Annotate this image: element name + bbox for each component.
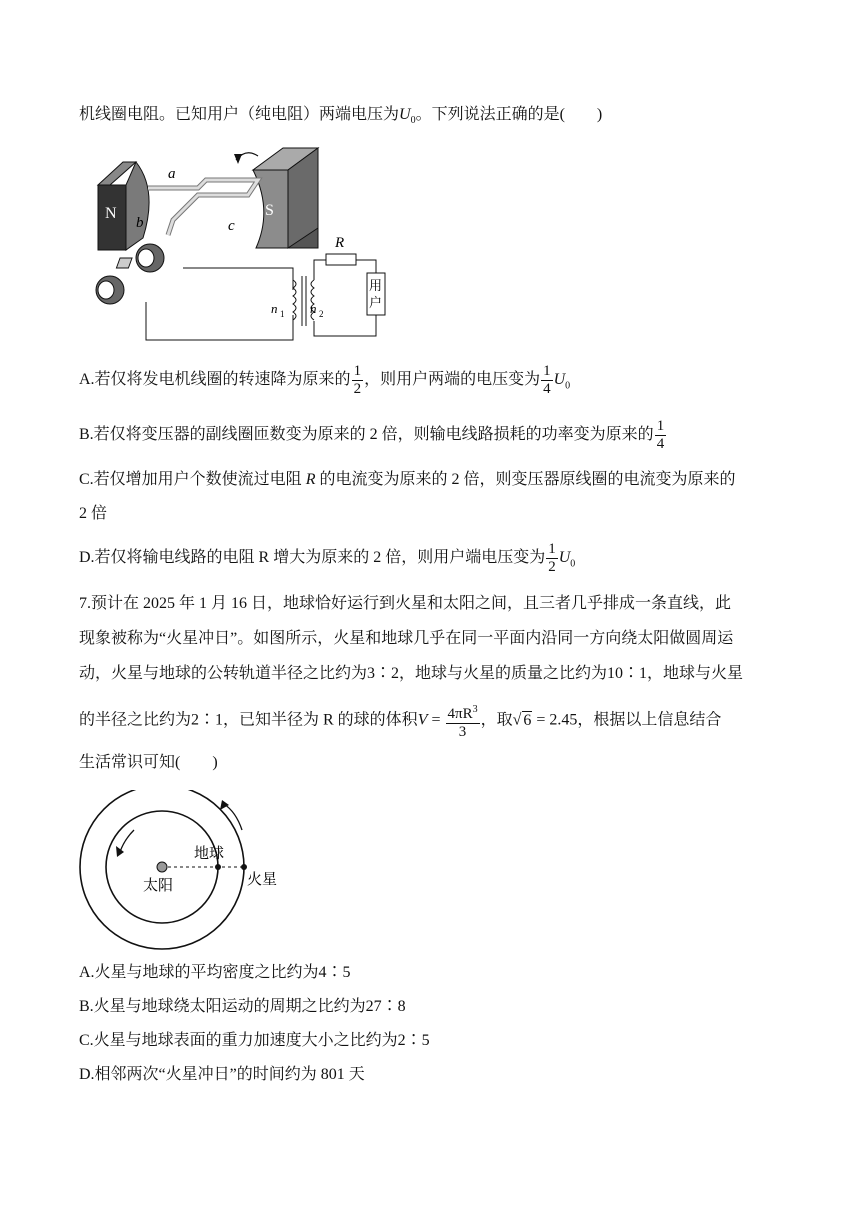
label-sun: 太阳 [143,877,174,894]
label-n1-sub: 1 [280,309,285,319]
fraction: $\frac{1}{2}$ [353,363,362,397]
earth-dot [215,864,221,870]
fraction: $\frac{1}{4}$ [656,418,665,452]
intro-text-end: 。下列说法正确的是( ) [415,106,603,123]
label-mars: 火星 [247,871,278,888]
q7-line4: 的半径之比约为2∶1，已知半径为 R 的球的体积V = $\frac{4\pi R^3}{3}$ ，取√ 6 = 2.45，根据以上信息结合 [79,701,721,741]
q6-option-d: D.若仅将输电线路的电阻 R 增大为原来的 2 倍，则用户端电压变为 $\frac{1}{2}$ $U_0$ [79,541,576,575]
fraction: $\frac{1}{2}$ [548,541,556,575]
label-b: b [136,215,144,231]
label-user-2: 户 [369,295,383,310]
q7-line2: 现象被称为“火星冲日”。如图所示，火星和地球几乎在同一平面内沿同一方向绕太阳做圆周运 [79,630,734,647]
intro-var-sub: 0 [410,115,416,127]
q7-line1: 7.预计在 2025 年 1 月 16 日，地球恰好运行到火星和太阳之间，且三者几乎排成一条直线，此 [79,595,732,612]
q6-option-c-line1: C.若仅增加用户个数使流过电阻 R 的电流变为原来的 2 倍，则变压器原线圈的电流变为原来的 [79,471,736,488]
q7-option-a: A.火星与地球的平均密度之比约为4∶5 [79,964,351,981]
sun-dot [157,862,167,872]
label-s: S [265,202,274,219]
intro-line [79,104,602,132]
label-n: N [105,205,117,222]
label-user-1: 用 [369,278,383,293]
magnet-n-face [126,162,149,250]
label-a: a [168,166,176,182]
label-n2-sub: 2 [319,309,324,319]
label-r: R [335,235,345,251]
volume-fraction: $\frac{4\pi R^3}{3}$ [446,701,480,741]
resistor-r [326,254,356,265]
intro-text: 机线圈电阻。已知用户（纯电阻）两端电压为 [79,106,400,123]
q6-option-a: A.若仅将发电机线圈的转速降为原来的 $\frac{1}{2}$ ，则用户两端的电压变为 $\frac{1}{4}$ $U_0$ [79,363,571,397]
fraction: $\frac{1}{4}$ [543,363,551,397]
sqrt-symbol: √ [512,711,522,729]
q6-option-b: B.若仅将变压器的副线圈匝数变为原来的 2 倍，则输电线路损耗的功率变为原来的 $\frac{1}{4}$ [79,418,665,452]
mars-dot [241,864,247,870]
q7-line3: 动，火星与地球的公转轨道半径之比约为3∶2，地球与火星的质量之比约为10∶1，地球与火星 [79,665,744,682]
q7-option-d: D.相邻两次“火星冲日”的时间约为 801 天 [79,1066,365,1083]
q7-line5: 生活常识可知( ) [79,754,218,771]
earth-direction-arrow-icon [120,830,134,852]
label-c: c [228,218,235,234]
label-earth: 地球 [194,845,225,862]
q7-option-c: C.火星与地球表面的重力加速度大小之比约为2∶5 [79,1032,430,1049]
label-n1: n [271,301,278,316]
intro-var: U [399,106,411,123]
label-n2: n [310,301,317,316]
q7-option-b: B.火星与地球绕太阳运动的周期之比约为27∶8 [79,998,406,1015]
generator-circuit-figure [88,140,398,345]
q6-option-c-line2: 2 倍 [79,505,108,522]
orbit-figure [76,790,336,955]
